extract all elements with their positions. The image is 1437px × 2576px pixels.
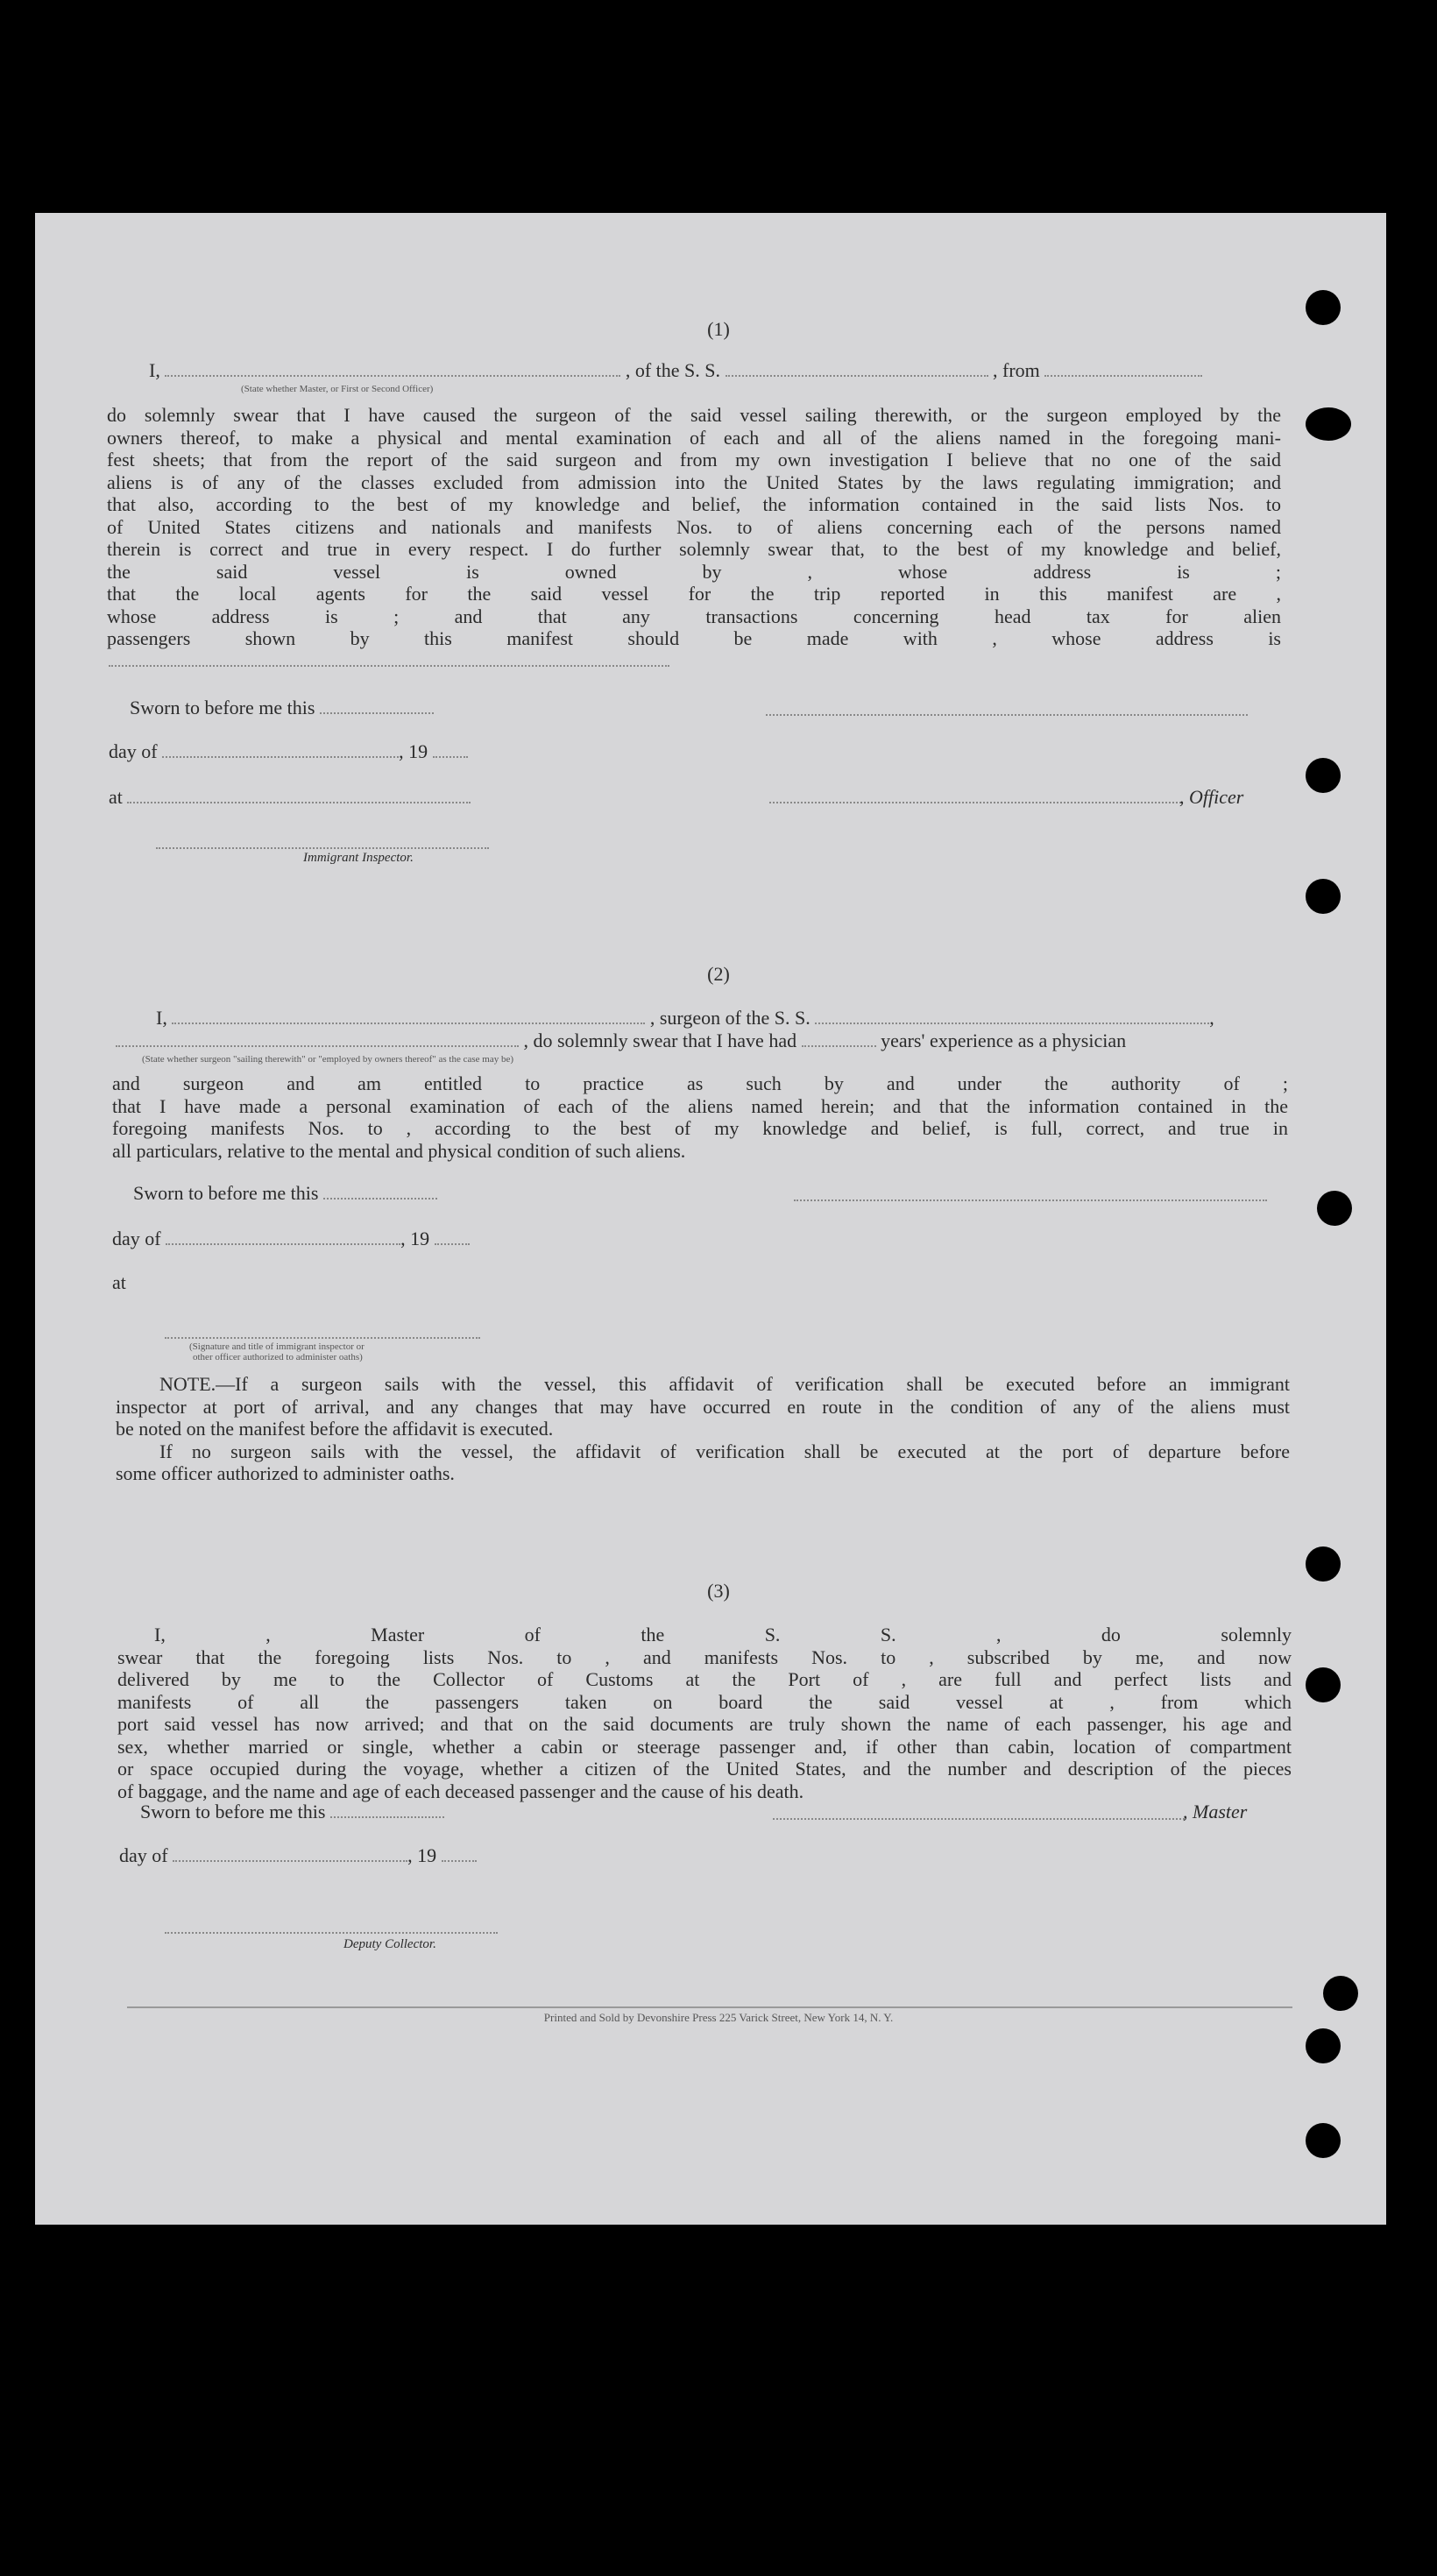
footer-rule: [127, 2006, 1292, 2008]
inspector-signature-field[interactable]: [165, 1337, 480, 1339]
punch-hole: [1306, 2028, 1341, 2063]
section-number: (1): [707, 318, 730, 340]
signature-field[interactable]: [766, 714, 1248, 716]
punch-hole: [1317, 1191, 1352, 1226]
signature-note: (Signature and title of immigrant inspector or: [189, 1341, 365, 1352]
note-text: NOTE.—If a surgeon sails with the vessel, this affidavit of verification shall be executed before an immigrant inspector at port of arrival, and any changes that may have occurred en route in the condition of any of the aliens must be noted on the manifest before the affidavit is executed. If no surgeon sails with the vessel, the affidavit of verification shall be executed at the port of departure before some officer authorized to administer oaths.: [116, 1373, 1290, 1484]
surgeon-oath-body: and surgeon and am entitled to practice as such by and under the authority of ; that I have made a personal examination of each of the aliens named herein; and that the information contained in the foregoing manifests Nos. to , according to the best of my knowledge and belief, is full, correct, and true in all particulars, relative to the mental and physical condition of such aliens.: [112, 1072, 1288, 1162]
day-line: day of , 19: [119, 1844, 477, 1867]
sworn-date-field[interactable]: [330, 1802, 444, 1818]
master-oath-body: I, , Master of the S. S. , do solemnly swear that the foregoing lists Nos. to , and manifests Nos. to , subscribed by me, and now delivered by me to the Collector of Customs at the Port of , are full and perfect lists and manifests of all the passengers taken on board the said vessel at , from which port said vessel has now arrived; and that on the said documents are truly shown the name of each passenger, his age and sex, whether married or single, whether a cabin or steerage passenger and, if other than cabin, location of compartment or space occupied during the voyage, whether a citizen of the United States, and the number and description of the pieces of baggage, and the name and age of each deceased passenger and the cause of his death.: [117, 1624, 1292, 1802]
ship-name-field[interactable]: [815, 1008, 1209, 1024]
sworn-line: Sworn to before me this: [130, 697, 434, 719]
surgeon-signature-field[interactable]: [794, 1200, 1267, 1201]
day-field[interactable]: [166, 1229, 400, 1245]
collector-label: Deputy Collector.: [343, 1937, 436, 1951]
surgeon-status-field[interactable]: [116, 1031, 519, 1047]
field-note: (State whether surgeon "sailing therewith" or "employed by owners thereof" as the case may be): [142, 1054, 514, 1065]
declarant-line: I, , of the S. S. , from: [149, 359, 1202, 382]
section-number: (3): [707, 1580, 730, 1602]
printer-imprint: Printed and Sold by Devonshire Press 225 Varick Street, New York 14, N. Y.: [543, 2011, 894, 2024]
at-line: at: [109, 786, 471, 809]
year-field[interactable]: [435, 1229, 470, 1245]
officer-label: , Officer: [1179, 786, 1244, 808]
field-note: (State whether Master, or First or Second Officer): [241, 384, 434, 394]
address-field[interactable]: [109, 665, 669, 667]
master-label: , Master: [1183, 1801, 1248, 1822]
day-field[interactable]: [162, 742, 399, 758]
form-page: [35, 213, 1386, 2225]
sworn-date-field[interactable]: [320, 698, 434, 714]
experience-line: , do solemnly swear that I have had years' experience as a physician: [116, 1030, 1126, 1052]
place-field[interactable]: [127, 788, 471, 803]
punch-hole: [1306, 1546, 1341, 1582]
sworn-date-field[interactable]: [323, 1184, 437, 1200]
at-line: at: [112, 1271, 126, 1293]
sworn-line: Sworn to before me this: [140, 1801, 444, 1823]
years-field[interactable]: [802, 1031, 876, 1047]
officer-name-field[interactable]: [165, 361, 620, 377]
collector-signature-field[interactable]: [165, 1932, 498, 1934]
punch-hole: [1306, 1667, 1341, 1702]
day-field[interactable]: [173, 1846, 407, 1862]
day-line: day of , 19: [109, 740, 468, 763]
ship-name-field[interactable]: [726, 361, 988, 377]
inspector-signature-field[interactable]: [156, 847, 489, 849]
punch-hole: [1306, 758, 1341, 793]
sworn-line: Sworn to before me this: [133, 1182, 437, 1205]
officer-signature-field[interactable]: [769, 802, 1181, 803]
punch-hole: [1306, 879, 1341, 914]
surgeon-line: I, , surgeon of the S. S. ,: [156, 1007, 1214, 1029]
master-signature-field[interactable]: [773, 1818, 1185, 1820]
inspector-label: Immigrant Inspector.: [303, 851, 414, 865]
section-number: (2): [707, 963, 730, 985]
year-field[interactable]: [433, 742, 468, 758]
surgeon-name-field[interactable]: [172, 1008, 645, 1024]
punch-hole: [1323, 1976, 1358, 2011]
oath-body: do solemnly swear that I have caused the surgeon of the said vessel sailing therewith, or the surgeon employed by the owners thereof, to make a physical and mental examination of each and all of the aliens named in the foregoing mani- fest sheets; that from the report of the said surgeon and from my own investigation I believe that no one of the said aliens is of any of the classes excluded from admission into the United States by the laws regulating immigration; and that also, according to the best of my knowledge and belief, the information contained in the said lists Nos. to of United States citizens and nationals and manifests Nos. to of aliens concerning each of the persons named therein is correct and true in every respect. I do further solemnly swear that, to the best of my knowledge and belief, the said vessel is owned by , whose address is ; that the local agents for the said vessel for the trip reported in this manifest are , whose address is ; and that any transactions concerning head tax for alien passengers shown by this manifest should be made with , whose address is: [107, 404, 1281, 649]
punch-hole: [1306, 407, 1351, 441]
signature-note: other officer authorized to administer oaths): [193, 1352, 363, 1362]
year-field[interactable]: [442, 1846, 477, 1862]
day-line: day of , 19: [112, 1228, 470, 1250]
departure-port-field[interactable]: [1044, 361, 1202, 377]
punch-hole: [1306, 2123, 1341, 2158]
